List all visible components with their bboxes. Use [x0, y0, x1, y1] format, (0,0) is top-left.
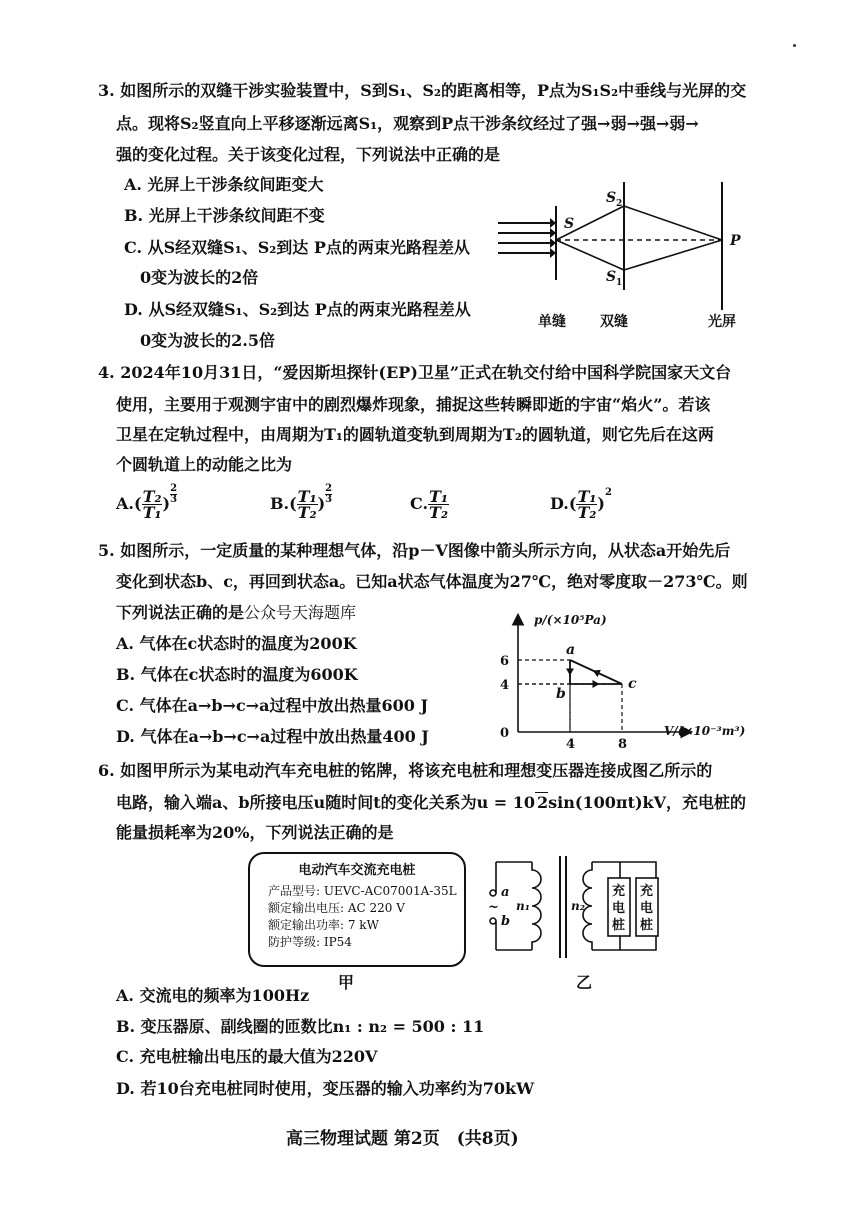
q5-line3: 下列说法正确的是公众号天海题库 [116, 603, 357, 622]
label-s: S [564, 216, 575, 232]
q3-option-c-cont: 0变为波长的2倍 [140, 268, 259, 287]
q6-line1: 6. 如图甲所示为某电动汽车充电桩的铭牌，将该充电桩和理想变压器连接成图乙所示的 [98, 761, 713, 780]
cycle-arrow-bc [593, 680, 600, 688]
sqrt-2: 2 [537, 793, 549, 812]
x-tick-label: 4 [566, 737, 576, 750]
q5-option-b: B. 气体在c状态时的温度为600K [116, 665, 358, 684]
figure-label-yi: 乙 [576, 973, 593, 992]
svg-text:电: 电 [612, 901, 626, 916]
q6-option-d: D. 若10台充电桩同时使用，变压器的输入功率约为70kW [116, 1079, 535, 1098]
page-footer: 高三物理试题 第2页 (共8页) [286, 1129, 519, 1149]
transformer-circuit [482, 848, 672, 972]
q3-option-d-cont: 0变为波长的2.5倍 [140, 331, 275, 350]
q4-option-b: B.( $\frac{\text{T₁}}{\text{T₂}}$ ) $\frac{2}{3}$ [270, 483, 333, 522]
cycle-arrow-ab [566, 669, 574, 676]
figure-label-jia: 甲 [338, 973, 355, 992]
x-axis-label: V/(×10⁻³m³) [664, 724, 746, 738]
y-tick-label: 6 [500, 654, 510, 669]
q4-line4: 个圆轨道上的动能之比为 [116, 455, 293, 474]
point-label-c: c [628, 676, 637, 692]
x-tick-label: 8 [618, 737, 628, 750]
nameplate-voltage: 额定输出电压: AC 220 V [268, 901, 405, 915]
q4-option-c: C. $\frac{\text{T₁}}{\text{T₂}}$ [410, 487, 448, 522]
svg-text:1: 1 [616, 278, 623, 288]
q5-option-a: A. 气体在c状态时的温度为200K [116, 634, 357, 653]
svg-text:充: 充 [612, 884, 626, 899]
label-double-slit: 双缝 [600, 314, 628, 330]
svg-text:充: 充 [640, 884, 654, 899]
q5-option-c: C. 气体在a→b→c→a过程中放出热量600 J [116, 696, 429, 715]
terminal-b: b [501, 914, 511, 929]
label-s2: S [606, 190, 617, 206]
nameplate-power: 额定输出功率: 7 kW [268, 918, 379, 932]
q4-line2: 使用，主要用于观测宇宙中的剧烈爆炸现象，捕捉这些转瞬即逝的宇宙“焰火”。若该 [116, 395, 711, 414]
q6-line2: 电路，输入端a、b所接电压u随时间t的变化关系为u = 10 2sin(100πt)kV，充电桩的 [116, 793, 747, 812]
q6-option-c: C. 充电桩输出电压的最大值为220V [116, 1047, 378, 1066]
double-slit-figure [498, 178, 760, 334]
q6-option-b: B. 变压器原、副线圈的匝数比n₁ : n₂ = 500 : 11 [116, 1017, 485, 1036]
nameplate-model: 产品型号: UEVC-AC07001A-35L [268, 884, 457, 898]
n2-label: n₂ [571, 899, 585, 913]
q3-option-a: A. 光屏上干涉条纹间距变大 [124, 175, 324, 194]
point-label-a: a [566, 642, 576, 658]
svg-text:桩: 桩 [640, 918, 654, 933]
watermark: 公众号天海题库 [244, 603, 357, 622]
q3-option-b: B. 光屏上干涉条纹间距不变 [124, 206, 325, 225]
q5-line1: 5. 如图所示，一定质量的某种理想气体，沿p－V图像中箭头所示方向，从状态a开始先后 [98, 541, 731, 560]
q3-option-d: D. 从S经双缝S₁、S₂到达 P点的两束光路程差从 [124, 300, 471, 319]
q6-option-a: A. 交流电的频率为100Hz [116, 986, 310, 1005]
pv-chart [494, 604, 756, 750]
svg-text:电: 电 [640, 901, 654, 916]
q5-line2: 变化到状态b、c，再回到状态a。已知a状态气体温度为27℃，绝对零度取－273℃。则 [116, 572, 748, 591]
q3-line1: 3. 如图所示的双缝干涉实验装置中，S到S₁、S₂的距离相等，P点为S₁S₂中垂线与光屏的交 [98, 81, 747, 100]
label-single-slit: 单缝 [538, 314, 566, 330]
origin-label: 0 [500, 726, 510, 741]
q4-option-d: D.( $\frac{\text{T₁}}{\text{T₂}}$ )2 [550, 487, 612, 522]
q4-option-a: A.( $\frac{\text{T₂}}{\text{T₁}}$ ) $\frac{2}{3}$ [116, 483, 178, 522]
ac-symbol: ~ [488, 900, 499, 915]
terminal-a: a [501, 885, 510, 900]
svg-text:2: 2 [616, 199, 623, 209]
q4-line3: 卫星在定轨过程中，由周期为T₁的圆轨道变轨到周期为T₂的圆轨道，则它先后在这两 [116, 425, 714, 444]
q3-line3: 强的变化过程。关于该变化过程，下列说法中正确的是 [116, 145, 501, 164]
svg-text:桩: 桩 [612, 918, 626, 933]
point-label-b: b [556, 686, 566, 702]
primary-coil [532, 862, 541, 950]
nameplate-title: 电动汽车交流充电桩 [298, 863, 416, 878]
q3-line2: 点。现将S₂竖直向上平移逐渐远离S₁，观察到P点干涉条纹经过了强→弱→强→弱→ [116, 114, 699, 133]
scan-speck [793, 44, 796, 47]
label-screen: 光屏 [708, 314, 736, 330]
nameplate [248, 852, 466, 967]
y-tick-label: 4 [500, 678, 510, 693]
label-s1: S [606, 269, 617, 285]
q5-option-d: D. 气体在a→b→c→a过程中放出热量400 J [116, 727, 429, 746]
n1-label: n₁ [516, 899, 530, 913]
q4-line1: 4. 2024年10月31日，“爱因斯坦探针(EP)卫星”正式在轨交付给中国科学院国家天文台 [98, 363, 732, 382]
q6-line3: 能量损耗率为20%，下列说法正确的是 [116, 823, 394, 842]
q3-option-c: C. 从S经双缝S₁、S₂到达 P点的两束光路程差从 [124, 238, 470, 257]
nameplate-protection: 防护等级: IP54 [268, 935, 352, 949]
y-axis-label: p/(×10⁵Pa) [534, 613, 607, 627]
label-p: P [730, 233, 741, 249]
